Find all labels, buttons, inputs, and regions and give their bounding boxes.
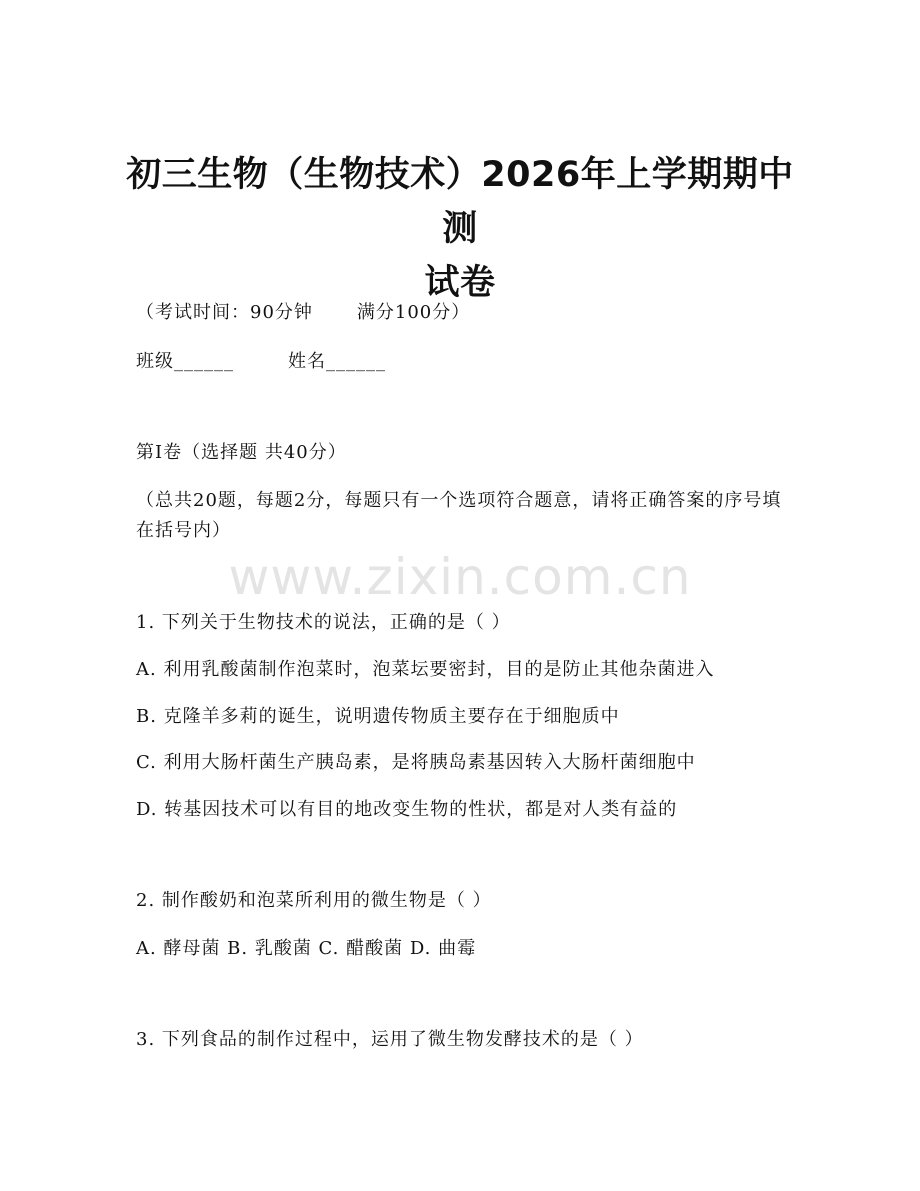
exam-full-score: 满分100分） <box>356 302 471 323</box>
question-1-option-d: D. 转基因技术可以有目的地改变生物的性状，都是对人类有益的 <box>136 799 678 820</box>
exam-title <box>120 148 800 310</box>
question-3-stem: 3. 下列食品的制作过程中，运用了微生物发酵技术的是（ ） <box>136 1029 644 1050</box>
section-heading: 第I卷（选择题 共40分） <box>136 442 347 463</box>
name-field: 姓名______ <box>288 351 386 372</box>
question-1-option-b: B. 克隆羊多莉的诞生，说明遗传物质主要存在于细胞质中 <box>136 706 620 727</box>
section-instructions: （总共20题，每题2分，每题只有一个选项符合题意，请将正确答案的序号填在括号内） <box>136 490 782 541</box>
class-field: 班级______ <box>136 351 234 372</box>
question-2-stem: 2. 制作酸奶和泡菜所利用的微生物是（ ） <box>136 890 492 911</box>
question-2-options: A. 酵母菌 B. 乳酸菌 C. 醋酸菌 D. 曲霉 <box>136 938 477 959</box>
exam-info <box>136 300 470 326</box>
student-info <box>136 349 386 375</box>
title-line-2: 试卷 <box>424 263 496 303</box>
watermark: www.zixin.com.cn <box>228 548 692 606</box>
title-line-1: 初三生物（生物技术）2026年上学期期中测 <box>126 155 794 249</box>
exam-time: （考试时间：90分钟 <box>136 302 313 323</box>
question-1-option-a: A. 利用乳酸菌制作泡菜时，泡菜坛要密封，目的是防止其他杂菌进入 <box>136 659 715 680</box>
question-1-stem: 1. 下列关于生物技术的说法，正确的是（ ） <box>136 612 511 633</box>
question-1-option-c: C. 利用大肠杆菌生产胰岛素，是将胰岛素基因转入大肠杆菌细胞中 <box>136 752 696 773</box>
